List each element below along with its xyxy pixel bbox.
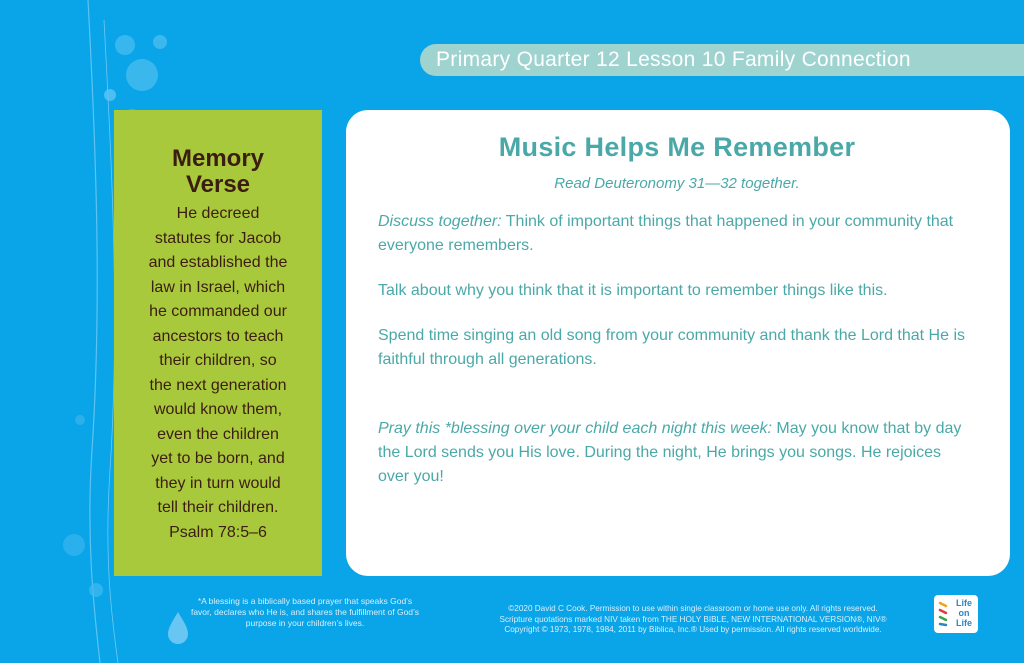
logo-text-line: on — [958, 608, 970, 618]
logo-stripes-icon — [938, 601, 948, 627]
talk-paragraph: Talk about why you think that it is important to remember things like this. — [378, 282, 888, 299]
memory-verse-heading-line1: Memory — [171, 145, 265, 172]
logo-text — [950, 598, 978, 628]
verse-line: He decreed — [176, 205, 260, 222]
logo-text-line: Life — [955, 618, 972, 628]
verse-line: ancestors to teach — [152, 327, 284, 345]
verse-line: the next generation — [149, 376, 287, 394]
lesson-title-bar — [420, 44, 1024, 76]
memory-verse-heading — [114, 146, 322, 198]
verse-line: even the children — [157, 425, 279, 443]
copyright-line: Scripture quotations marked NIV taken from THE HOLY BIBLE, NEW INTERNATIONAL VERSION®, NIV® — [499, 614, 887, 624]
verse-line: law in Israel, which — [150, 278, 286, 296]
verse-line: their children, so — [159, 352, 277, 369]
verse-line: tell their children. — [157, 499, 279, 516]
verse-line: statutes for Jacob — [154, 229, 282, 247]
memory-verse-text — [114, 202, 322, 545]
verse-line: and established the — [148, 254, 288, 271]
verse-line: yet to be born, and — [151, 450, 285, 467]
prayer-paragraph — [378, 417, 976, 489]
blessing-footnote: *A blessing is a biblically based prayer that speaks God’s favor, declares who He is, and shares the fulfillment of God’s purpose in your children’s lives. — [190, 596, 420, 628]
logo-text-line: Life — [955, 598, 972, 608]
lesson-title: Primary Quarter 12 Lesson 10 Family Connection — [436, 48, 911, 71]
prayer-text: May you know that by day the Lord sends you His love. During the night, He brings you songs. He rejoices over you! — [378, 420, 962, 485]
verse-line: they in turn would — [155, 474, 281, 492]
memory-verse-panel — [114, 110, 322, 576]
copyright-line: Copyright © 1973, 1978, 1984, 2011 by Biblica, Inc.® Used by permission. All rights reserved worldwide. — [504, 625, 882, 634]
verse-line: would know them, — [153, 401, 283, 418]
verse-line: he commanded our — [149, 303, 287, 320]
activity-card — [346, 110, 1010, 576]
card-title: Music Helps Me Remember — [498, 132, 856, 162]
verse-reference: Psalm 78:5–6 — [169, 523, 267, 541]
prayer-label: Pray this *blessing over your child each night this week: — [378, 420, 772, 437]
discuss-paragraph — [378, 210, 976, 258]
life-on-life-logo — [934, 595, 978, 633]
discuss-label: Discuss together: — [378, 213, 502, 230]
copyright-line: ©2020 David C Cook. Permission to use within single classroom or home use only. All rights reserved. — [508, 604, 878, 613]
copyright-notice — [456, 604, 930, 636]
reading-instruction: Read Deuteronomy 31—32 together. — [554, 175, 800, 192]
memory-verse-heading-line2: Verse — [185, 171, 251, 198]
discuss-text: Think of important things that happened in your community that everyone remembers. — [378, 213, 954, 254]
spend-time-paragraph: Spend time singing an old song from your community and thank the Lord that He is faithful through all generations. — [378, 327, 965, 368]
